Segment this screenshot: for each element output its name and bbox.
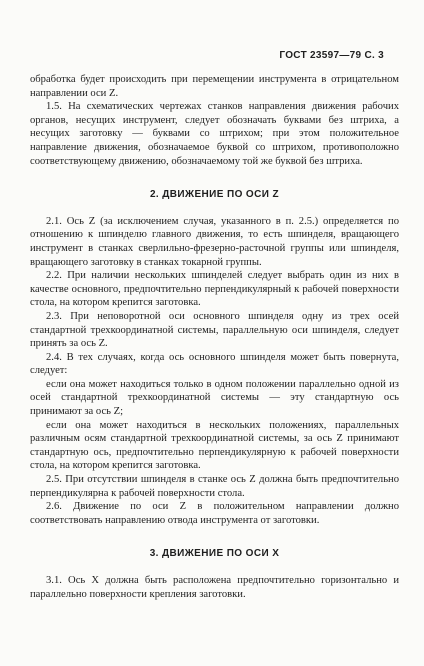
- page-header: ГОСТ 23597—79 С. 3: [279, 50, 384, 61]
- paragraph-2-2: 2.2. При наличии нескольких шпинделей следует выбрать один из них в качестве основного, предпочтительно перпендикулярный к рабочей поверхности стола, на котором крепится заготовка.: [30, 270, 399, 309]
- section-2-heading: 2. ДВИЖЕНИЕ ПО ОСИ Z: [149, 189, 280, 201]
- paragraph-2-4-case-2: если она может находиться в нескольких положениях, параллельных различным осям стандартной трехкоординатной системы, за ось Z принимают стандартную ось, предпочтительно перпендикулярную к рабочей поверхности стола, на котором крепится заготовка.: [30, 419, 399, 472]
- section-3-heading: 3. ДВИЖЕНИЕ ПО ОСИ X: [149, 548, 280, 560]
- paragraph-2-4: 2.4. В тех случаях, когда ось основного шпинделя может быть повернута, следует:: [30, 351, 399, 377]
- paragraph-2-5: 2.5. При отсутствии шпинделя в станке ось Z должна быть предпочтительно перпендикулярна к рабочей поверхности стола.: [30, 474, 399, 499]
- paragraph-2-1: 2.1. Ось Z (за исключением случая, указанного в п. 2.5.) определяется по отношению к шпинделю главного движения, то есть шпинделя, вращающего инструмент в станках сверлильно-фрезерно-расточной группы или шпинделя, вращающего заготовку в станках токарной группы.: [30, 215, 399, 268]
- paragraph-2-4-case-1: если она может находиться только в одном положении параллельно одной из осей стандартной трехкоординатной системы — эту стандартную ось принимают за ось Z;: [30, 378, 399, 418]
- page-body: [30, 73, 399, 601]
- paragraph-continuation: обработка будет происходить при перемещении инструмента в отрицательном направлении оси Z.: [30, 74, 399, 99]
- paragraph-3-1: 3.1. Ось X должна быть расположена предпочтительно горизонтально и параллельно поверхности крепления заготовки.: [30, 575, 399, 600]
- paragraph-2-6: 2.6. Движение по оси Z в положительном направлении должно соответствовать направлению отвода инструмента от заготовки.: [30, 501, 399, 526]
- paragraph-1-5: 1.5. На схематических чертежах станков направления движения рабочих органов, несущих инструмент, следует обозначать буквами без штриха, а несущих заготовку — буквами со штрихом; при этом положительное направление движения, обозначаемое буквой со штрихом, противоположно соответствующему движению, обозначаемому той же буквой без штриха.: [30, 101, 399, 167]
- paragraph-2-3: 2.3. При неповоротной оси основного шпинделя одну из трех осей стандартной трехкоординатной системы, параллельную оси шпинделя, следует принять за ось Z.: [30, 310, 399, 350]
